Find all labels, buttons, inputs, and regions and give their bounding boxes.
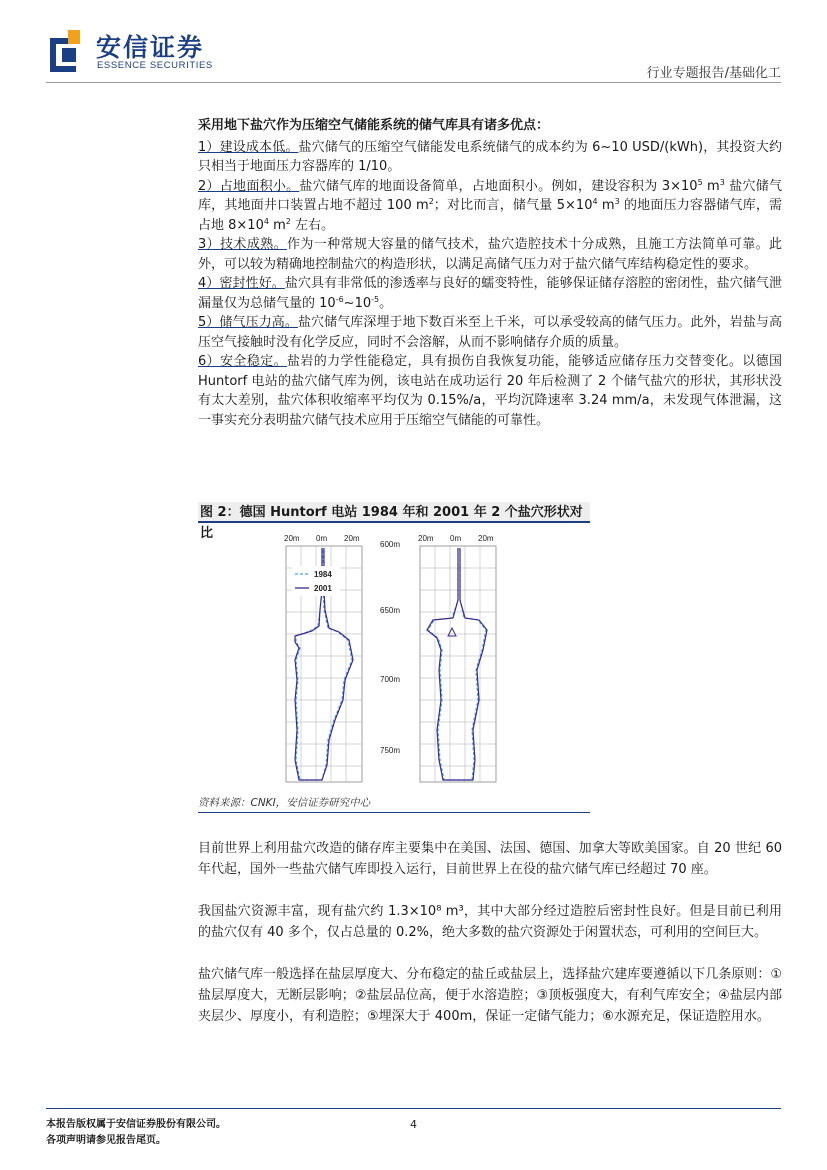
section-lead: 采用地下盐穴作为压缩空气储能系统的储气库具有诸多优点： — [198, 118, 550, 133]
advantage-item: 5）储气压力高。盐穴储气库深埋于地下数百米至上千米，可以承受较高的储气压力。此外，岩盐与高压空气接触时没有化学反应，同时不会溶解，从而不影响储存介质的质量。 — [198, 315, 782, 350]
legend-1984: 1984 — [314, 570, 332, 579]
top-label: 20m — [284, 534, 300, 543]
depth-label: 600m — [380, 540, 401, 549]
header-divider — [46, 82, 781, 83]
advantage-title: 6）安全稳定。 — [198, 354, 287, 369]
advantage-item: 1）建设成本低。盐穴储气的压缩空气储能发电系统储气的成本约为 6~10 USD/(kWh)，其投资大约只相当于地面压力容器库的 1/10。 — [198, 139, 782, 174]
brand-name-cn: 安信证券 — [96, 33, 205, 62]
top-label: 20m — [478, 534, 494, 543]
copyright-notice: 本报告版权属于安信证券股份有限公司。 — [46, 1119, 226, 1130]
legend-2001: 2001 — [314, 584, 332, 593]
advantage-title: 4）密封性好。 — [198, 276, 285, 291]
advantage-item: 3）技术成熟。作为一种常规大容量的储气技术，盐穴造腔技术十分成熟，且施工方法简单可靠。此外，可以较为精确地控制盐穴的构造形状，以满足高储气压力对于盐穴储气库结构稳定性的要求。 — [198, 237, 782, 272]
paragraph: 盐穴储气库一般选择在盐层厚度大、分布稳定的盐丘或盐层上，选择盐穴建库要遵循以下几条原则：①盐层厚度大，无断层影响；②盐层品位高，便于水溶造腔；③顶板强度大，有利气库安全；④盐层内部夹层少、厚度小，有利造腔；⑤埋深大于 400m，保证一定储气能力；⑥水源充足，保证造腔用水。 — [198, 967, 782, 1024]
page-header — [0, 0, 827, 84]
top-label: 20m — [344, 534, 360, 543]
advantage-title: 2）占地面积小。 — [198, 178, 300, 194]
paragraph: 我国盐穴资源丰富，现有盐穴约 1.3×10⁸ m³，其中大部分经过造腔后密封性良好。但是目前已利用的盐穴仅有 40 多个，仅占总量的 0.2%，绝大多数的盐穴资源处于闲置状态，可利用的空间巨大。 — [198, 904, 782, 940]
advantage-item: 6）安全稳定。盐岩的力学性能稳定，具有损伤自我恢复功能，能够适应储存压力交替变化。以德国 Huntorf 电站的盐穴储气库为例，该电站在成功运行 20 年后检测了 2 个储气盐穴的形状，其形状没有太大差别，盐穴体积收缩率平均仅为 0.15%/a，平均沉降速率 3.24 mm/a，未发现气体泄漏，这一事实充分表明盐穴储气技术应用于压缩空气储能的可靠性。 — [198, 354, 782, 428]
depth-label: 700m — [380, 675, 401, 684]
left-cavern-panel — [286, 546, 362, 782]
advantages-section — [198, 116, 782, 430]
advantage-title: 5）储气压力高。 — [198, 315, 298, 330]
logo-icon — [46, 30, 80, 72]
depth-label: 750m — [380, 746, 401, 755]
advantage-item: 4）密封性好。盐穴具有非常低的渗透率与良好的蠕变特性，能够保证储存溶腔的密闭性，盐穴储气泄漏量仅为总储气量的 $10^{-6}\sim 10^{-5}$。 — [198, 276, 782, 311]
top-label: 0m — [450, 534, 462, 543]
figure-source: 资料来源：CNKI，安信证券研究中心 — [198, 795, 590, 813]
paragraph: 目前世界上利用盐穴改造的储存库主要集中在美国、法国、德国、加拿大等欧美国家。自 20 世纪 60 年代起，国外一些盐穴储气库即投入运行，目前世界上在役的盐穴储气库已经超过 70 座。 — [198, 841, 782, 877]
top-label: 0m — [316, 534, 328, 543]
report-type: 行业专题报告/基础化工 — [646, 66, 781, 81]
right-cavern-panel — [420, 546, 496, 782]
footer-divider — [46, 1108, 781, 1109]
figure-caption: 图 2：德国 Huntorf 电站 1984 年和 2001 年 2 个盐穴形状对比 — [198, 502, 590, 523]
disclaimer-notice: 各项声明请参见报告尾页。 — [46, 1135, 166, 1146]
body-paragraphs — [198, 838, 782, 1048]
depth-label: 650m — [380, 606, 401, 615]
brand-name-en: ESSENCE SECURITIES — [97, 60, 213, 71]
advantage-title: 3）技术成熟。 — [198, 237, 287, 252]
advantage-title: 1）建设成本低。 — [198, 139, 299, 155]
top-label: 20m — [418, 534, 434, 543]
page-number: 4 — [410, 1118, 417, 1131]
salt-cavern-figure — [282, 530, 512, 788]
advantage-item: 2）占地面积小。盐穴储气库的地面设备简单，占地面积小。例如，建设容积为 $3\times 10^5$ $m^3$ 盐穴储气库，其地面井口装置占地不超过 100 $m^2$；对比而言，储气量 $5\times 10^4$ $m^3$ 的地面压力容器储气库，需占地 $8\times 10^4$ $m^2$ 左右。 — [198, 177, 783, 233]
